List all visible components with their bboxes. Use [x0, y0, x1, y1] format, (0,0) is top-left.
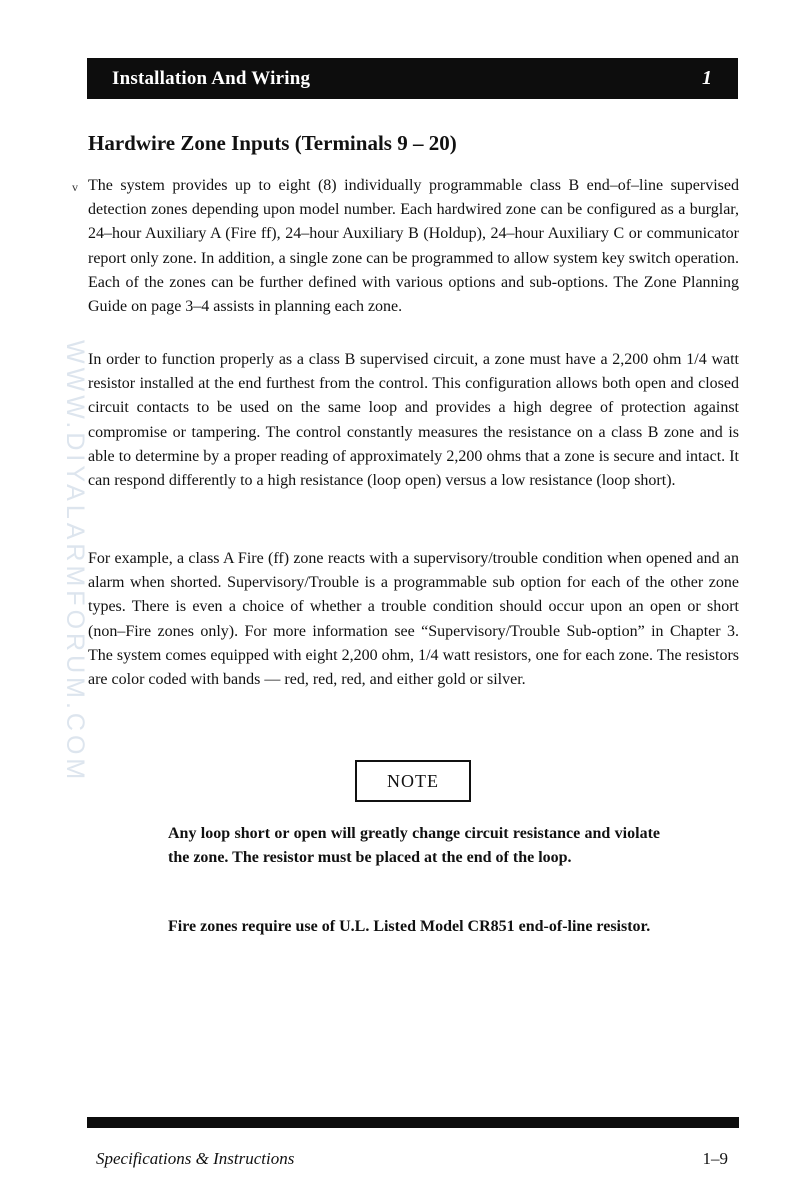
margin-check-mark: v — [72, 180, 78, 194]
footer-document-title: Specifications & Instructions — [96, 1149, 295, 1168]
paragraph-zone-overview: The system provides up to eight (8) individually programmable class B end–of–line supervised detection zones depending upon model number. Each hardwired zone can be configured as a burglar, 24–hour Auxiliary A (Fire ff), 24–hour Auxiliary B (Holdup), 24–hour Auxiliary C or communicator report only zone. In addition, a single zone can be programmed to allow system key switch operation. Each of the zones can be further defined with various options and sub-options. The Zone Planning Guide on page 3–4 assists in planning each zone. — [88, 177, 739, 316]
section-heading: Hardwire Zone Inputs (Terminals 9 – 20) — [88, 131, 457, 155]
note-label-box — [355, 760, 471, 802]
paragraph-fire-zone-example: For example, a class A Fire (ff) zone reacts with a supervisory/trouble condition when opened and an alarm when shorted. Supervisory/Trouble is a programmable sub option for each of the other zone types. There is even a choice of whether a trouble condition should occur upon an open or short (non–Fire zones only). For more information see “Supervisory/Trouble Sub-option” in Chapter 3. The system comes equipped with eight 2,200 ohm, 1/4 watt resistors, one for each zone. The resistors are color coded with bands — red, red, red, and either gold or silver. — [88, 550, 739, 689]
paragraph-class-b-supervision: In order to function properly as a class B supervised circuit, a zone must have a 2,200 ohm 1/4 watt resistor installed at the end furthest from the control. This configuration allows both open and closed circuit contacts to be used on the same loop and provides a high degree of protection against compromise or tampering. The control constantly measures the resistance on a class B zone and is able to determine by a proper reading of approximately 2,200 ohms that a zone is secure and intact. It can respond differently to a high resistance (loop open) versus a low resistance (loop short). — [88, 351, 739, 490]
chapter-number: 1 — [702, 67, 712, 89]
footer-rule — [87, 1117, 739, 1128]
footer-page-number: 1–9 — [702, 1149, 728, 1168]
note-fire-zone-resistor: Fire zones require use of U.L. Listed Model CR851 end-of-line resistor. — [168, 918, 651, 935]
chapter-title: Installation And Wiring — [112, 67, 311, 89]
watermark-text: WWW.DIYALARMFORUM.COM — [61, 340, 89, 784]
note-label: NOTE — [387, 770, 439, 791]
note-loop-warning: Any loop short or open will greatly change circuit resistance and violate the zone. The resistor must be placed at the end of the loop. — [168, 825, 660, 866]
chapter-header-bar — [87, 58, 738, 99]
